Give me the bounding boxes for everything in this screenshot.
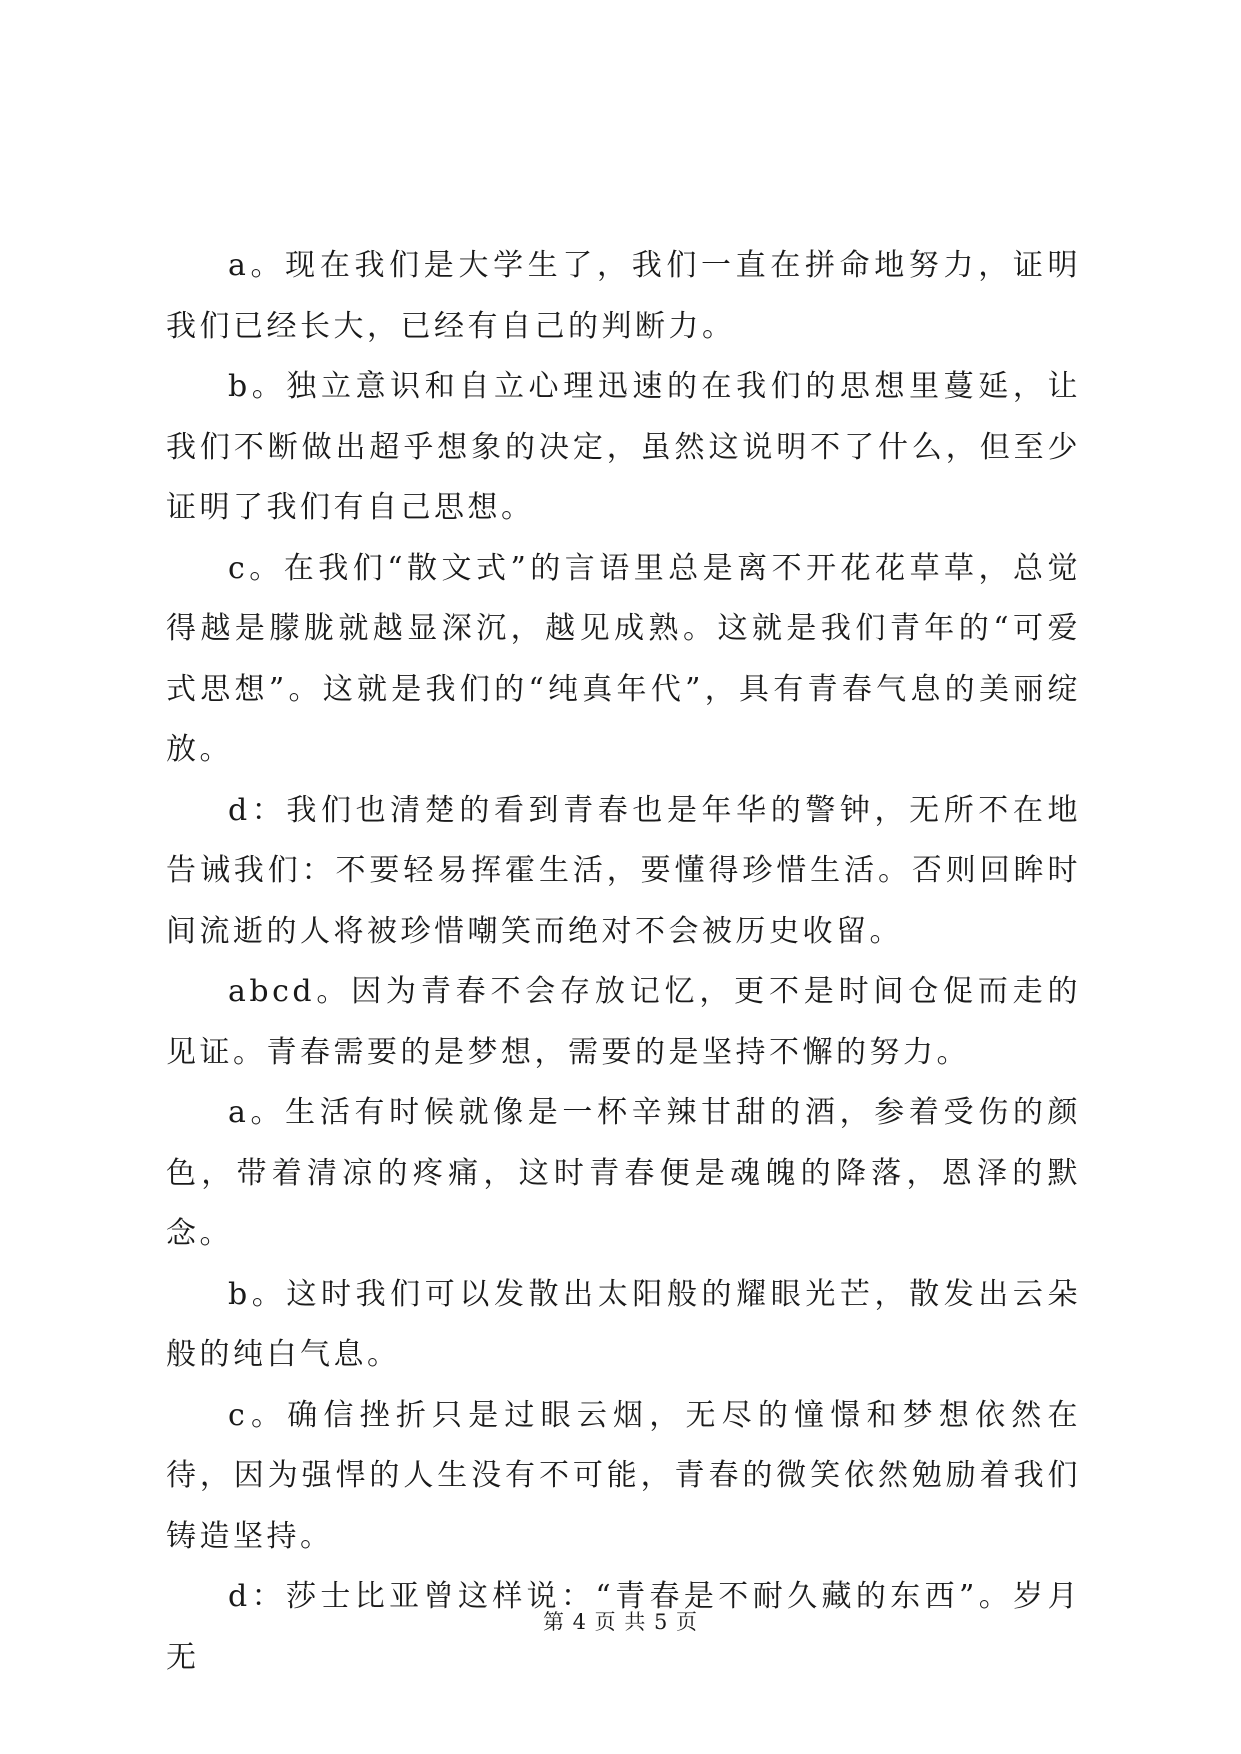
paragraph: a。现在我们是大学生了，我们一直在拼命地努力，证明我们已经长大，已经有自己的判断力。 (166, 248, 1081, 344)
paragraph: d：我们也清楚的看到青春也是年华的警钟，无所不在地告诫我们：不要轻易挥霍生活，要懂得珍惜生活。否则回眸时间流逝的人将被珍惜嘲笑而绝对不会被历史收留。 (166, 792, 1081, 949)
paragraph: d：莎士比亚曾这样说：“青春是不耐久藏的东西”。岁月无 (166, 1579, 1081, 1675)
document-body (166, 236, 1081, 1688)
paragraph: a。生活有时候就像是一杯辛辣甘甜的酒，参着受伤的颜色，带着清凉的疼痛，这时青春便是魂魄的降落，恩泽的默念。 (166, 1095, 1081, 1251)
paragraph: c。在我们“散文式”的言语里总是离不开花花草草，总觉得越是朦胧就越显深沉，越见成熟。这就是我们青年的“可爱式思想”。这就是我们的“纯真年代”，具有青春气息的美丽绽放。 (166, 550, 1081, 767)
paragraph: b。独立意识和自立心理迅速的在我们的思想里蔓延，让我们不断做出超乎想象的决定，虽然这说明不了什么，但至少证明了我们有自己思想。 (166, 369, 1081, 525)
paragraph: abcd。因为青春不会存放记忆，更不是时间仓促而走的见证。青春需要的是梦想，需要的是坚持不懈的努力。 (166, 974, 1081, 1070)
paragraph: b。这时我们可以发散出太阳般的耀眼光芒，散发出云朵般的纯白气息。 (166, 1276, 1081, 1372)
paragraph: c。确信挫折只是过眼云烟，无尽的憧憬和梦想依然在待，因为强悍的人生没有不可能，青春的微笑依然勉励着我们铸造坚持。 (166, 1397, 1081, 1554)
page-number-footer: 第 4 页 共 5 页 (542, 1610, 699, 1634)
